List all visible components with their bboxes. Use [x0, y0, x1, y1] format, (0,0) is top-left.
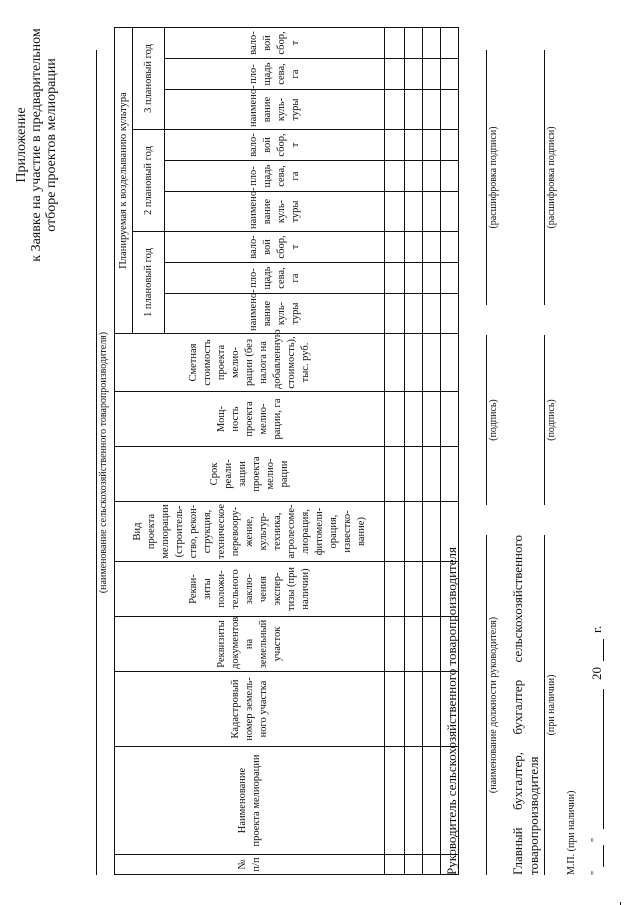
accountant-transcript-line [544, 50, 545, 305]
table-cell [385, 130, 405, 161]
table-cell [405, 617, 423, 672]
org-name-caption: (наименование сельскохозяйственного товаропроизводителя) [98, 331, 109, 594]
head-signature-line [486, 335, 487, 505]
table-cell [405, 59, 423, 90]
table-cell [385, 294, 405, 334]
header-y2-gross: вало-вой сбор, т [165, 130, 385, 161]
table-cell [405, 90, 423, 130]
header-y1-gross: вало-вой сбор, т [165, 232, 385, 263]
table-cell [385, 161, 405, 192]
table-cell [385, 392, 405, 447]
table-cell [405, 27, 423, 58]
accountant-title-line-1: Главный бухгалтер, бухгалтер сельскохозяйственного [510, 535, 525, 875]
table-cell [441, 334, 459, 392]
appendix-title: Приложение [14, 107, 29, 183]
table-cell [405, 263, 423, 294]
table-cell [423, 617, 441, 672]
table-cell [405, 161, 423, 192]
table-cell [385, 855, 405, 875]
head-transcript-line [486, 50, 487, 305]
accountant-signature-caption: (подпись) [546, 399, 557, 441]
header-year-2: 2 плановый год [133, 130, 165, 232]
header-term: Срок реали-зации проекта мелио-рации [115, 447, 385, 502]
accountant-signature-line [544, 335, 545, 505]
table-cell [441, 447, 459, 502]
table-cell [405, 232, 423, 263]
header-project-type: Вид проекта мелиорации (строитель-ство, рекон-струкция, техническое перевоору-жение, культур-техника, агролесоме-лиорация, фитомели-орация, известко-вание) [115, 502, 385, 562]
date-quote-open: " [590, 870, 601, 875]
table-row [423, 27, 441, 874]
head-title: Руководитель сельскохозяйственного товаропроизводителя [444, 547, 459, 875]
header-planned-crop: Планируемая к возделыванию культура [115, 27, 133, 333]
table-cell [385, 334, 405, 392]
header-y1-crop-name: наимено-вание куль-туры [165, 294, 385, 334]
date-year-suffix: г. [589, 625, 604, 633]
appendix-line-3: отборе проектов мелиорации [44, 58, 59, 232]
date-day-line [603, 845, 604, 867]
table-cell [423, 263, 441, 294]
table-cell [441, 59, 459, 90]
header-cadastral: Кадастровый номер земель-ного участка [115, 672, 385, 747]
accountant-title-line-2: товаропроизводителя [526, 756, 541, 875]
table-row [405, 27, 423, 874]
table-cell [385, 263, 405, 294]
table-cell [441, 161, 459, 192]
table-cell [441, 263, 459, 294]
header-y3-area: пло-щадь сева, га [165, 59, 385, 90]
appendix-line-2: к Заявке на участие в предварительном [29, 28, 44, 262]
table-cell [423, 855, 441, 875]
table-cell [405, 192, 423, 232]
table-cell [405, 502, 423, 562]
header-cost: Сметная стоимость проекта мелио-рации (без налога на добавленную стоимость), тыс. руб. [115, 334, 385, 392]
table-cell [423, 334, 441, 392]
table-cell [423, 59, 441, 90]
table-cell [423, 232, 441, 263]
table-cell [423, 747, 441, 855]
table-cell [441, 90, 459, 130]
table-cell [385, 447, 405, 502]
table-cell [405, 334, 423, 392]
table-cell [385, 617, 405, 672]
header-power: Мощ-ность проекта мелио-рации, га [115, 392, 385, 447]
accountant-transcript-caption: (расшифровка подписи) [546, 126, 557, 229]
date-quote-close: " [590, 837, 601, 842]
header-year-1: 1 плановый год [133, 232, 165, 334]
appendix-header [14, 25, 59, 265]
table-cell [423, 192, 441, 232]
table-cell [385, 747, 405, 855]
table-cell [385, 502, 405, 562]
table-cell [423, 447, 441, 502]
table-cell [405, 294, 423, 334]
table-cell [423, 27, 441, 58]
table-cell [423, 90, 441, 130]
table-cell [423, 562, 441, 617]
table-cell [405, 855, 423, 875]
table-cell [385, 27, 405, 58]
head-position-caption: (наименование должности руководителя) [488, 616, 499, 794]
table-cell [423, 130, 441, 161]
header-y3-gross: вало-вой сбор, т [165, 27, 385, 58]
table-cell [405, 447, 423, 502]
head-position-line [486, 535, 487, 875]
table-cell [423, 161, 441, 192]
table-cell [423, 294, 441, 334]
date-month-line [603, 689, 604, 829]
date-year-line [603, 639, 604, 661]
table-row [385, 27, 405, 874]
head-signature-caption: (подпись) [488, 399, 499, 441]
header-year-3: 3 плановый год [133, 27, 165, 129]
table-cell [441, 392, 459, 447]
table-cell [405, 392, 423, 447]
stamp-label: М.П. (при наличии) [566, 790, 577, 875]
accountant-if-any-caption: (при наличии) [546, 674, 557, 736]
header-y2-area: пло-щадь сева, га [165, 161, 385, 192]
header-num: № п/п [115, 855, 385, 875]
org-name-line [96, 50, 97, 875]
table-cell [441, 27, 459, 58]
date-year-prefix: 20 [589, 667, 604, 680]
header-y2-crop-name: наимено-вание куль-туры [165, 192, 385, 232]
header-y3-crop-name: наимено-вание куль-туры [165, 90, 385, 130]
projects-table [114, 27, 459, 875]
head-transcript-caption: (расшифровка подписи) [488, 126, 499, 229]
table-cell [423, 502, 441, 562]
table-cell [405, 130, 423, 161]
table-cell [405, 747, 423, 855]
table-cell [441, 192, 459, 232]
header-y1-area: пло-щадь сева, га [165, 263, 385, 294]
table-cell [423, 392, 441, 447]
header-land-docs: Реквизиты документов на земельный участок [115, 617, 385, 672]
table-cell [405, 672, 423, 747]
table-cell [441, 294, 459, 334]
accountant-line [544, 535, 545, 875]
header-expertise: Рекви-зиты положи-тельного заклю-чения экспер-тизы (при наличии) [115, 562, 385, 617]
header-project-name: Наименование проекта мелиорации [115, 747, 385, 855]
table-cell [385, 562, 405, 617]
table-cell [441, 232, 459, 263]
table-cell [385, 90, 405, 130]
table-cell [441, 130, 459, 161]
table-cell [385, 192, 405, 232]
table-cell [423, 672, 441, 747]
table-cell [385, 232, 405, 263]
table-cell [385, 672, 405, 747]
table-cell [405, 562, 423, 617]
table-cell [385, 59, 405, 90]
